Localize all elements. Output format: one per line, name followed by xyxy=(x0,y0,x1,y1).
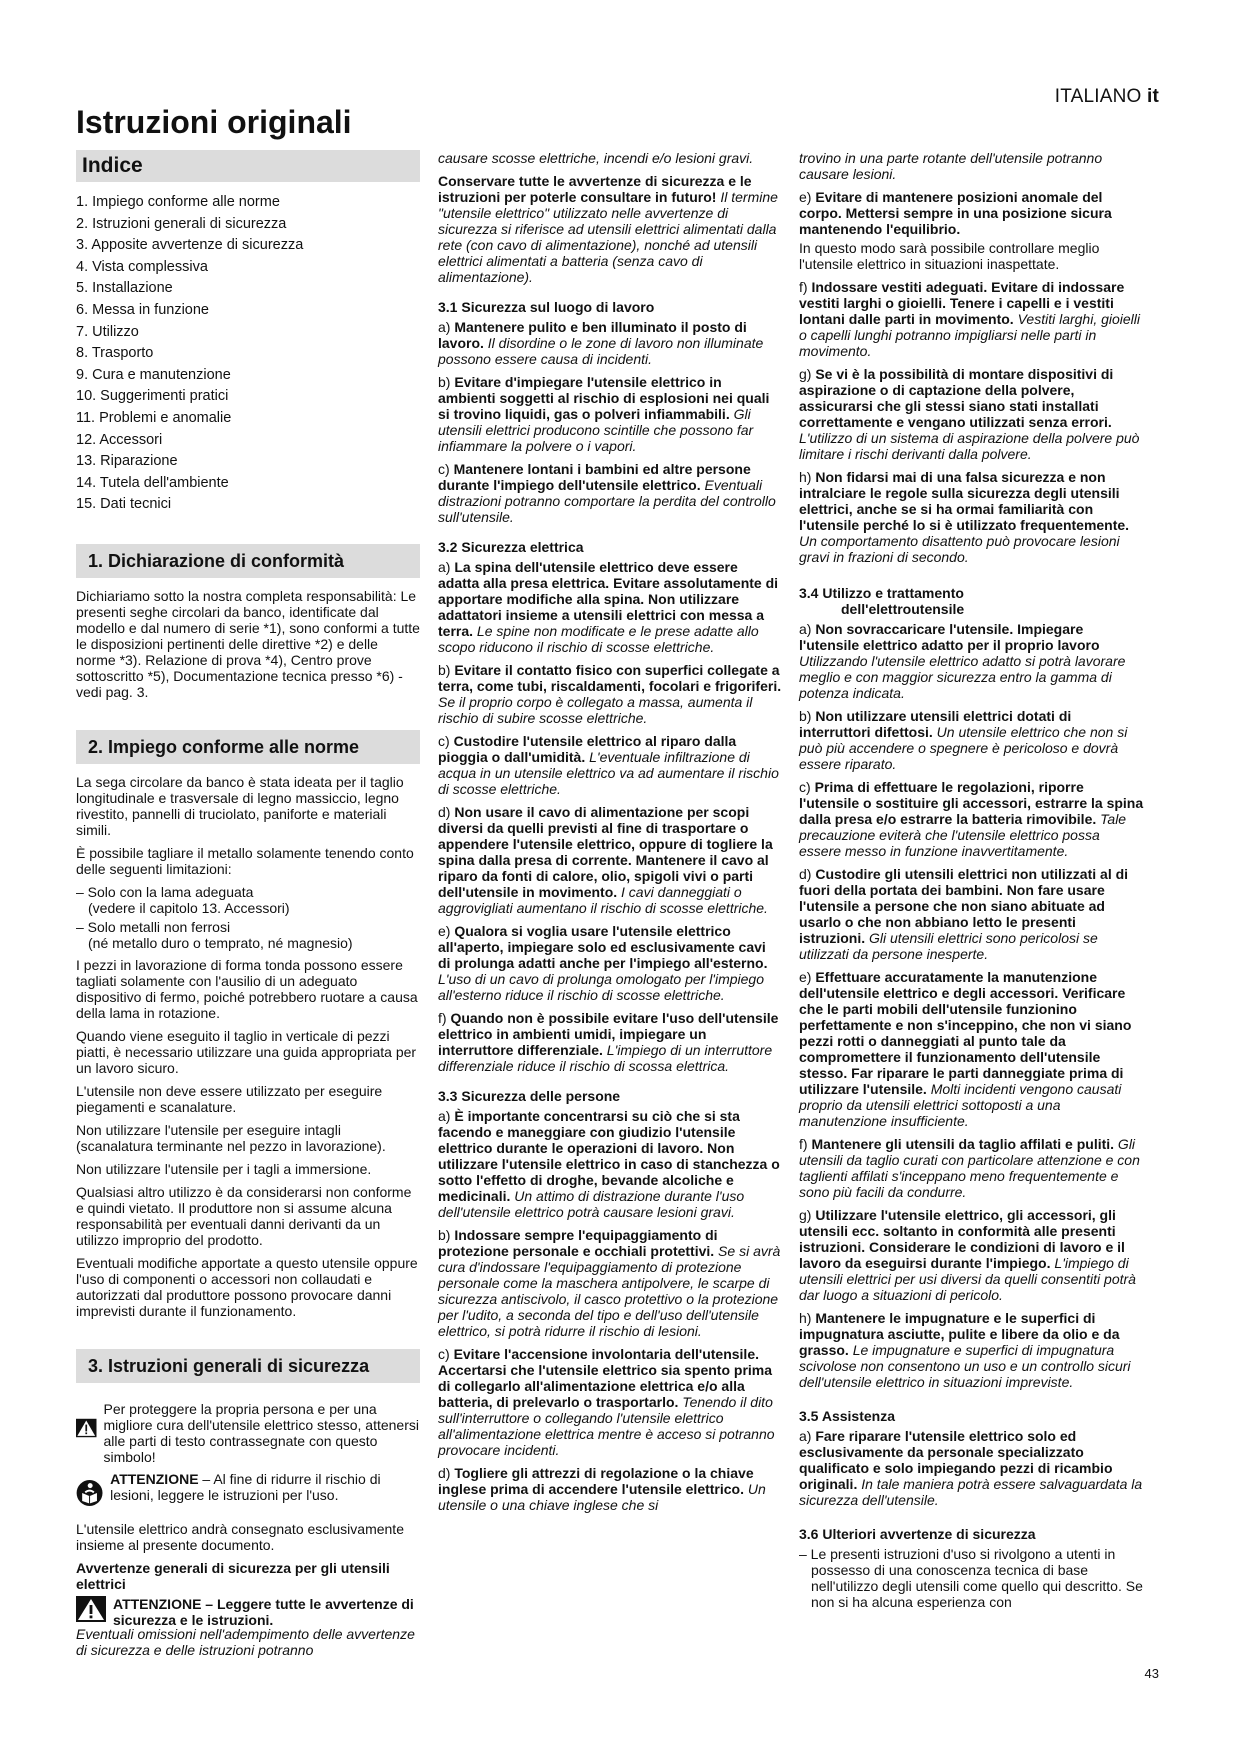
rule-3-3-h-letter: h) xyxy=(799,469,816,485)
rule-3-4-d xyxy=(799,866,1145,962)
toc-item: 12. Accessori xyxy=(76,431,163,448)
toc-list xyxy=(76,192,420,516)
rule-3-3-f-note: Vestiti larghi, gioielli o capelli lunghi potranno impigliarsi nelle parti in movimento. xyxy=(799,311,1141,359)
toc-item: 1. Impiego conforme alle norme xyxy=(76,194,280,210)
rule-3-4-c-bold: Prima di effettuare le regolazioni, riporre l'utensile o sostituire gli accessori, estrarre la spina dalla presa e/o estrarre la batteria rimovibile. xyxy=(799,779,1144,827)
rule-3-4-d-bold: Custodire gli utensili elettrici non utilizzati al di fuori della portata dei bambini. Non fare usare l'utensile a persone che non siano abituate ad usarlo o che non abbiano letto le presenti istruzioni. xyxy=(799,866,1129,946)
declaration-text: Dichiariamo sotto la nostra completa responsabilità: Le presenti seghe circolari da banco, identificate dal modello e dal numero di serie *1), sono conformi a tutte le disposizioni pertinenti delle direttive *2) e delle norme *3). Relazione di prova *4), Centro prove sottoscritto *5), Documentazione tecnica presso *6) - vedi pag. 3. xyxy=(76,587,420,700)
rule-3-5-a-bold: Fare riparare l'utensile elettrico solo ed esclusivamente da personale specializzato qualificato e solo impiegando pezzi di ricambio originali. xyxy=(799,1428,1113,1492)
bending-text: L'utensile non deve essere utilizzato per eseguire piegamenti e scanalature. xyxy=(76,1082,383,1115)
rule-3-4-c-note: Tale precauzione eviterà che l'utensile elettrico possa essere messo in funzione inavvertitamente. xyxy=(799,811,1127,859)
rule-3-4-e xyxy=(799,969,1145,1129)
rule-3-3-g-letter: g) xyxy=(799,366,816,382)
rule-3-3-d-bold: Togliere gli attrezzi di regolazione o la chiave inglese prima di accendere l'utensile elettrico. xyxy=(438,1465,754,1497)
rule-3-2-e-letter: e) xyxy=(438,923,455,939)
rule-3-3-a xyxy=(438,1108,782,1220)
rule-3-3-c-note: Tenendo il dito sull'interruttore o collegando l'utensile elettrico all'alimentazione elettrica mentre è acceso si potranno provocare incidenti. xyxy=(438,1394,775,1458)
warning-continuation-note: causare scosse elettriche, incendi e/o lesioni gravi. xyxy=(438,150,754,166)
rule-3-2-c-bold: Custodire l'utensile elettrico al riparo dalla pioggia o dall'umidità. xyxy=(438,733,737,765)
rule-3-3-h-bold: Non fidarsi mai di una falsa sicurezza e non intralciare le regole sulla sicurezza degli utensili elettrici, anche se si ha ormai familiarità con l'utensile perché lo si è utilizzato frequentemente. xyxy=(799,469,1130,533)
rule-3-3-b xyxy=(438,1227,782,1339)
rule-3-3-h-note: Un comportamento disattento può provocare lesioni gravi in frazioni di secondo. xyxy=(799,533,1120,565)
rule-3-2-c-letter: c) xyxy=(438,733,454,749)
rule-3-4-e-bold: Effettuare accuratamente la manutenzione dell'utensile elettrico e degli accessori. Verificare che le parti mobili dell'utensile funzionino perfettamente e non s'inceppino, che non vi siano pezzi rotti o danneggiati al punto tale da compromettere il funzionamento dell'utensile stesso. Far riparare le parti danneggiate prima di utilizzare l'utensile. xyxy=(799,969,1132,1097)
rule-3-2-f-note: L'impiego di un interruttore differenziale riduce il rischio di scossa elettrica. xyxy=(438,1042,773,1074)
warning-small-icon xyxy=(76,1596,106,1622)
toc-item: 11. Problemi e anomalie xyxy=(76,409,232,426)
toc-item: 10. Suggerimenti pratici xyxy=(76,388,229,405)
warning-triangle-icon xyxy=(76,1401,97,1455)
rule-3-4-h-letter: h) xyxy=(799,1310,816,1326)
toc-item: 7. Utilizzo xyxy=(76,323,139,340)
rule-3-2-a-bold: La spina dell'utensile elettrico deve essere adatta alla presa elettrica. Evitare assolutamente di apportare modifiche alla spina. Non utilizzare adattatori insieme a utensili elettrici con messa a terra. xyxy=(438,559,779,639)
limitation-metals-line: – Solo metalli non ferrosi xyxy=(76,918,231,935)
rule-3-4-a xyxy=(799,621,1145,701)
language-code: it xyxy=(1146,86,1159,107)
read-manual-block xyxy=(76,1471,420,1515)
rule-3-4-d-letter: d) xyxy=(799,866,816,882)
rule-3-2-f xyxy=(438,1010,782,1074)
attention-detail: – Al fine di ridurre il rischio di lesioni, leggere le istruzioni per l'uso. xyxy=(110,1470,381,1503)
language-label xyxy=(1055,86,1159,108)
rule-3-4-b xyxy=(799,708,1145,772)
rule-3-3-c xyxy=(438,1346,782,1458)
rule-3-4-c xyxy=(799,779,1145,859)
rule-3-4-g-letter: g) xyxy=(799,1207,816,1223)
rule-3-3-a-bold: È importante concentrarsi su ciò che si sta facendo e maneggiare con giudizio l'utensile elettrico durante le operazioni di lavoro. Non utilizzare l'utensile elettrico in caso di stanchezza o sotto l'effetto di droghe, bevande alcoliche e medicinali. xyxy=(438,1108,780,1204)
modifications-text: Eventuali modifiche apportate a questo utensile oppure l'uso di componenti o accessori non collaudati e autorizzati dal produttore possono provocare danni imprevisti durante il funzionamento. xyxy=(76,1254,418,1319)
language-name: ITALIANO xyxy=(1054,86,1147,107)
rule-3-2-d-note: I cavi danneggiati o aggrovigliati aumentano il rischio di scosse elettriche. xyxy=(438,884,768,916)
rule-3-3-c-letter: c) xyxy=(438,1346,454,1362)
column-right xyxy=(799,150,1145,1613)
rule-3-3-b-bold: Indossare sempre l'equipaggiamento di protezione personale e occhiali protettivi. xyxy=(438,1227,718,1259)
rule-3-1-c-letter: c) xyxy=(438,461,454,477)
subsection-3-1: 3.1 Sicurezza sul luogo di lavoro xyxy=(438,299,655,315)
keep-warnings-note: Il termine "utensile elettrico" utilizzato nelle avvertenze di sicurezza si riferisce ad utensili elettrici alimentati dalla rete (con cavo di alimentazione), nonché ad utensili elettrici alimentati a batteria (senza cavo di alimentazione). xyxy=(438,189,778,285)
deliver-with-document-text: L'utensile elettrico andrà consegnato esclusivamente insieme al presente documento. xyxy=(76,1520,404,1553)
rule-3-4-b-letter: b) xyxy=(799,708,816,724)
rule-3-2-c xyxy=(438,733,782,797)
notching-text: Non utilizzare l'utensile per eseguire intagli (scanalatura terminante nel pezzo in lavorazione). xyxy=(76,1121,386,1154)
rule-3-1-b-bold: Evitare d'impiegare l'utensile elettrico in ambienti soggetti al rischio di esplosioni nei quali si trovino liquidi, gas o polveri infiammabili. xyxy=(438,374,770,422)
rule-3-3-d-continuation-note: trovino in una parte rotante dell'utensile potranno causare lesioni. xyxy=(799,150,1103,182)
limitation-blade-line: – Solo con la lama adeguata xyxy=(76,883,254,900)
subsection-3-6: 3.6 Ulteriori avvertenze di sicurezza xyxy=(799,1526,1036,1542)
subsection-3-4 xyxy=(799,585,1145,617)
rule-3-5-a-note: In tale maniera potrà essere salvaguardata la sicurezza dell'utensile. xyxy=(799,1476,1143,1508)
metal-cutting-text: È possibile tagliare il metallo solamente tenendo conto delle seguenti limitazioni: xyxy=(76,844,414,877)
rule-3-3-d xyxy=(438,1465,782,1513)
column-middle xyxy=(438,150,782,1520)
rule-3-5-a-letter: a) xyxy=(799,1428,816,1444)
rule-3-1-b xyxy=(438,374,782,454)
rule-3-3-g-bold: Se vi è la possibilità di montare dispositivi di aspirazione o di captazione della polvere, assicurarsi che gli stessi siano stati installati correttamente e vengano utilizzati senza errori. xyxy=(799,366,1114,430)
vertical-cut-text: Quando viene eseguito il taglio in verticale di pezzi piatti, è necessario utilizzare una guida appropriata per un lavoro sicuro. xyxy=(76,1027,417,1076)
round-pieces-text: I pezzi in lavorazione di forma tonda possono essere tagliati solamente con l'ausilio di un adeguato dispositivo di fermo, poiché potrebbero ruotare a causa della lama in rotazione. xyxy=(76,956,418,1021)
rule-3-1-a-letter: a) xyxy=(438,319,455,335)
plunge-cut-text: Non utilizzare l'utensile per i tagli a immersione. xyxy=(76,1160,372,1177)
intended-use-text: La sega circolare da banco è stata ideata per il taglio longitudinale e trasversale di legno massiccio, legno rivestito, pannelli di truciolato, paniforte e materiali simili. xyxy=(76,773,404,838)
rule-3-3-d-letter: d) xyxy=(438,1465,455,1481)
rule-3-1-c-bold: Mantenere lontani i bambini ed altre persone durante l'impiego dell'utensile elettrico. xyxy=(438,461,751,493)
subsection-3-4-title: 3.4 Utilizzo e trattamento xyxy=(799,585,964,601)
toc-item: 13. Riparazione xyxy=(76,453,178,470)
rule-3-3-b-note: Se si avrà cura d'indossare l'equipaggiamento di protezione personale come la maschera antipolvere, le scarpe di sicurezza antiscivolo, il casco protettivo o la protezione per l'udito, a seconda del tipo e dell'uso dell'utensile elettrico, si potrà ridurre il rischio di lesioni. xyxy=(438,1243,781,1339)
attention-read-text xyxy=(110,1471,420,1503)
rule-3-3-a-note: Un attimo di distrazione durante l'uso dell'utensile elettrico potrà causare lesioni gravi. xyxy=(438,1188,745,1220)
toc-item: 2. Istruzioni generali di sicurezza xyxy=(76,215,287,232)
rule-3-3-f-letter: f) xyxy=(799,279,812,295)
rule-3-3-b-letter: b) xyxy=(438,1227,455,1243)
rule-3-4-f-note: Gli utensili da taglio curati con particolare attenzione e con taglienti affilati s'inceppano meno frequentemente e sono più facili da condurre. xyxy=(799,1136,1140,1200)
toc-item: 4. Vista complessiva xyxy=(76,258,208,275)
rule-3-4-a-note: Utilizzando l'utensile elettrico adatto si potrà lavorare meglio e con maggior sicurezza entro la gamma di potenza indicata. xyxy=(799,653,1126,701)
rule-3-4-b-note: Un utensile elettrico che non si può più accendere o spegnere è pericoloso e dovrà essere riparato. xyxy=(799,724,1128,772)
rule-3-3-e xyxy=(799,189,1145,237)
rule-3-4-e-note: Molti incidenti vengono causati proprio da utensili elettrici sottoposti a una manutenzione insufficiente. xyxy=(799,1081,1122,1129)
column-left xyxy=(76,150,420,1665)
subsection-3-3: 3.3 Sicurezza delle persone xyxy=(438,1088,621,1104)
rule-3-2-a xyxy=(438,559,782,655)
limitation-metals-note: (né metallo duro o temprato, né magnesio) xyxy=(88,934,353,951)
limitation-blade xyxy=(76,884,420,916)
read-manual-icon xyxy=(76,1471,103,1515)
additional-warning-item: – Le presenti istruzioni d'uso si rivolgono a utenti in possesso di una conoscenza tecnica di base nell'utilizzo degli utensili come quello qui descritto. Se non si ha alcuna esperienza con xyxy=(799,1546,1143,1610)
toc-item: 14. Tutela dell'ambiente xyxy=(76,474,229,491)
rule-3-4-c-letter: c) xyxy=(799,779,815,795)
section-1-heading: 1. Dichiarazione di conformità xyxy=(76,544,420,578)
subsection-3-5: 3.5 Assistenza xyxy=(799,1408,895,1424)
rule-3-4-d-note: Gli utensili elettrici sono pericolosi se utilizzati da persone inesperte. xyxy=(799,930,1098,962)
read-all-warnings-text: ATTENZIONE – Leggere tutte le avvertenze di sicurezza e le istruzioni. xyxy=(113,1595,414,1628)
rule-3-3-d-continuation xyxy=(799,150,1145,182)
rule-3-4-f-bold: Mantenere gli utensili da taglio affilati e puliti. xyxy=(811,1136,1115,1152)
keep-warnings-bold: Conservare tutte le avvertenze di sicurezza e le istruzioni per poterle consultare in futuro! xyxy=(438,173,752,205)
keep-warnings-text xyxy=(438,173,782,285)
rule-3-1-c-note: Eventuali distrazioni potranno comportare la perdita del controllo sull'utensile. xyxy=(438,477,776,525)
attention-label: ATTENZIONE xyxy=(110,1470,199,1487)
rule-3-2-d-bold: Non usare il cavo di alimentazione per scopi diversi da quelli previsti al fine di trasportare o appendere l'utensile elettrico, oppure di togliere la spina dalla presa di corrente. Mantenere il cavo al riparo da fonti di calore, olio, spigoli vivi o parti dell'utensile in movimento. xyxy=(438,804,773,900)
rule-3-2-d xyxy=(438,804,782,916)
rule-3-4-b-bold: Non utilizzare utensili elettrici dotati di interruttori difettosi. xyxy=(799,708,1072,740)
rule-3-4-g xyxy=(799,1207,1145,1303)
general-warnings-subheading: Avvertenze generali di sicurezza per gli utensili elettrici xyxy=(76,1559,390,1592)
rule-3-4-h xyxy=(799,1310,1145,1390)
rule-3-2-b-note: Se il proprio corpo è collegato a massa, aumenta il rischio di subire scosse elettriche. xyxy=(438,694,753,726)
rule-3-2-f-letter: f) xyxy=(438,1010,451,1026)
warning-symbol-text: Per proteggere la propria persona e per una migliore cura dell'utensile elettrico stesso, attenersi alle parti di testo contrassegnate con questo simbolo! xyxy=(103,1400,419,1465)
rule-3-3-d-note: Un utensile o una chiave inglese che si xyxy=(438,1481,766,1513)
rule-3-4-f xyxy=(799,1136,1145,1200)
rule-3-2-b-letter: b) xyxy=(438,662,455,678)
rule-3-1-a-bold: Mantenere pulito e ben illuminato il posto di lavoro. xyxy=(438,319,747,351)
rule-3-1-c xyxy=(438,461,782,525)
rule-3-3-f xyxy=(799,279,1145,359)
rule-3-4-g-bold: Utilizzare l'utensile elettrico, gli accessori, gli utensili ecc. soltanto in conformità alle presenti istruzioni. Considerare le condizioni di lavoro e il lavoro da eseguirsi durante l'impiego. xyxy=(799,1207,1125,1271)
page-number: 43 xyxy=(1144,1666,1159,1681)
rule-3-1-b-note: Gli utensili elettrici producono scintille che possono far infiammare la polvere o i vapori. xyxy=(438,406,754,454)
rule-3-1-a xyxy=(438,319,782,367)
toc-item: 6. Messa in funzione xyxy=(76,301,209,318)
rule-3-3-a-letter: a) xyxy=(438,1108,455,1124)
toc-item: 9. Cura e manutenzione xyxy=(76,366,231,383)
rule-3-2-e-bold: Qualora si voglia usare l'utensile elettrico all'aperto, impiegare solo ed esclusivamente cavi di prolunga adatti anche per l'impiego all'esterno. xyxy=(438,923,768,971)
rule-3-4-g-note: L'impiego di utensili elettrici per usi diversi da quelli consentiti potrà dar luogo a situazioni di pericolo. xyxy=(799,1255,1136,1303)
toc-item: 5. Installazione xyxy=(76,280,173,297)
rule-3-3-e-letter: e) xyxy=(799,189,816,205)
rule-3-3-e-bold: Evitare di mantenere posizioni anomale del corpo. Mettersi sempre in una posizione sicura mantenendo l'equilibrio. xyxy=(799,189,1112,237)
rule-3-4-f-letter: f) xyxy=(799,1136,812,1152)
misuse-text: Qualsiasi altro utilizzo è da considerarsi non conforme e quindi vietato. Il produttore non si assume alcuna responsabilità per eventuali danni derivanti da un utilizzo improprio del prodotto. xyxy=(76,1183,412,1248)
warning-block xyxy=(76,1401,420,1465)
rule-3-4-h-note: Le impugnature e superfici di impugnatura scivolose non consentono un uso e un controllo sicuri dell'utensile elettrico in situazioni impreviste. xyxy=(799,1342,1131,1390)
rule-3-3-h xyxy=(799,469,1145,565)
rule-3-2-a-note: Le spine non modificate e le prese adatte allo scopo riducono il rischio di scosse elettriche. xyxy=(438,623,759,655)
toc-item: 15. Dati tecnici xyxy=(76,496,172,513)
rule-3-4-h-bold: Mantenere le impugnature e le superfici di impugnatura asciutte, pulite e libere da olio e da grasso. xyxy=(799,1310,1120,1358)
section-3-heading: 3. Istruzioni generali di sicurezza xyxy=(76,1349,420,1383)
rule-3-3-f-bold: Indossare vestiti adeguati. Evitare di indossare vestiti larghi o gioielli. Tenere i capelli e i vestiti lontani dalle parti in movimento. xyxy=(799,279,1125,327)
limitation-blade-note: (vedere il capitolo 13. Accessori) xyxy=(88,899,290,916)
toc-item: 8. Trasporto xyxy=(76,345,154,362)
warning-continuation xyxy=(438,150,782,166)
page-title: Istruzioni originali xyxy=(76,104,352,140)
rule-3-2-d-letter: d) xyxy=(438,804,455,820)
rule-3-2-a-letter: a) xyxy=(438,559,455,575)
rule-3-4-a-bold: Non sovraccaricare l'utensile. Impiegare l'utensile elettrico adatto per il proprio lavoro xyxy=(799,621,1100,653)
rule-3-5-a xyxy=(799,1428,1145,1508)
toc-title: Indice xyxy=(76,150,420,182)
subsection-3-2: 3.2 Sicurezza elettrica xyxy=(438,539,584,555)
toc-item: 3. Apposite avvertenze di sicurezza xyxy=(76,237,304,254)
rule-3-4-e-letter: e) xyxy=(799,969,816,985)
rule-3-4-a-letter: a) xyxy=(799,621,816,637)
omissions-note: Eventuali omissioni nell'adempimento delle avvertenze di sicurezza e delle istruzioni potranno xyxy=(76,1625,415,1658)
rule-3-3-e-note: In questo modo sarà possibile controllare meglio l'utensile elettrico in situazioni inaspettate. xyxy=(799,240,1100,272)
rule-3-3-g-note: L'utilizzo di un sistema di aspirazione della polvere può limitare i rischi derivanti dalla polvere. xyxy=(799,430,1140,462)
section-2-heading: 2. Impiego conforme alle norme xyxy=(76,730,420,764)
limitation-metals xyxy=(76,919,420,951)
rule-3-3-g xyxy=(799,366,1145,462)
rule-3-1-a-note: Il disordine o le zone di lavoro non illuminate possono essere causa di incidenti. xyxy=(438,335,764,367)
subsection-3-4-title-cont: dell'elettroutensile xyxy=(841,601,965,617)
rule-3-2-e-note: L'uso di un cavo di prolunga omologato per l'impiego all'esterno riduce il rischio di scosse elettriche. xyxy=(438,971,764,1003)
attention-block xyxy=(76,1596,420,1628)
rule-3-1-b-letter: b) xyxy=(438,374,455,390)
rule-3-2-e xyxy=(438,923,782,1003)
rule-3-2-b-bold: Evitare il contatto fisico con superfici collegate a terra, come tubi, riscaldamenti, focolari e frigoriferi. xyxy=(438,662,782,694)
rule-3-3-c-bold: Evitare l'accensione involontaria dell'utensile. Accertarsi che l'utensile elettrico sia spento prima di collegarlo all'alimentazione elettrica e/o alla batteria, di prelevarlo o trasportarlo. xyxy=(438,1346,773,1410)
omissions-text xyxy=(76,1626,420,1658)
rule-3-2-c-note: L'eventuale infiltrazione di acqua in un utensile elettrico va ad aumentare il rischio di scosse elettriche. xyxy=(438,749,779,797)
rule-3-2-b xyxy=(438,662,782,726)
rule-3-2-f-bold: Quando non è possibile evitare l'uso dell'utensile elettrico in ambienti umidi, impiegare un interruttore differenziale. xyxy=(438,1010,779,1058)
